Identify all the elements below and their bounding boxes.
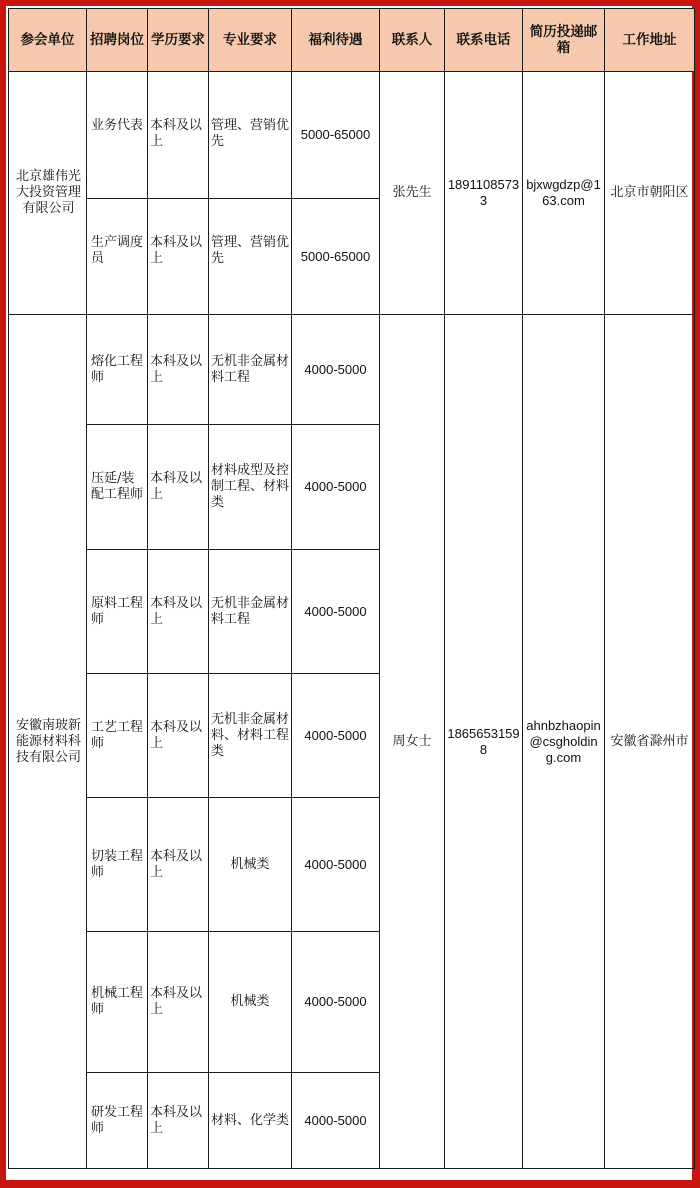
major-requirement: 管理、营销优先 bbox=[209, 199, 292, 315]
salary-value: 4000-5000 bbox=[292, 425, 380, 550]
header-phone: 联系电话 bbox=[445, 9, 523, 72]
position-title: 研发工程师 bbox=[87, 1073, 148, 1169]
education-requirement: 本科及以上 bbox=[148, 315, 209, 425]
major-requirement: 无机非金属材料工程 bbox=[209, 315, 292, 425]
position-title: 熔化工程师 bbox=[87, 315, 148, 425]
company-name: 北京雄伟光大投资管理有限公司 bbox=[9, 72, 87, 315]
salary-value: 4000-5000 bbox=[292, 1073, 380, 1169]
major-requirement: 无机非金属材料工程 bbox=[209, 550, 292, 674]
salary-value: 4000-5000 bbox=[292, 315, 380, 425]
header-company: 参会单位 bbox=[9, 9, 87, 72]
position-title: 业务代表 bbox=[87, 72, 148, 199]
education-requirement: 本科及以上 bbox=[148, 674, 209, 798]
position-title: 工艺工程师 bbox=[87, 674, 148, 798]
major-requirement: 机械类 bbox=[209, 798, 292, 932]
major-requirement: 无机非金属材料、材料工程类 bbox=[209, 674, 292, 798]
position-title: 生产调度员 bbox=[87, 199, 148, 315]
education-requirement: 本科及以上 bbox=[148, 72, 209, 199]
position-title: 机械工程师 bbox=[87, 932, 148, 1073]
contact-phone: 18656531598 bbox=[445, 315, 523, 1169]
resume-email: ahnbzhaopin@csgholding.com bbox=[523, 315, 605, 1169]
work-address: 安徽省滁州市 bbox=[605, 315, 695, 1169]
major-requirement: 机械类 bbox=[209, 932, 292, 1073]
salary-value: 4000-5000 bbox=[292, 674, 380, 798]
education-requirement: 本科及以上 bbox=[148, 425, 209, 550]
education-requirement: 本科及以上 bbox=[148, 550, 209, 674]
major-requirement: 管理、营销优先 bbox=[209, 72, 292, 199]
contact-phone: 18911085733 bbox=[445, 72, 523, 315]
recruitment-table bbox=[8, 8, 695, 1169]
education-requirement: 本科及以上 bbox=[148, 798, 209, 932]
header-row bbox=[9, 9, 695, 72]
contact-person: 周女士 bbox=[380, 315, 445, 1169]
table-row bbox=[9, 315, 695, 425]
header-major: 专业要求 bbox=[209, 9, 292, 72]
resume-email: bjxwgdzp@163.com bbox=[523, 72, 605, 315]
salary-value: 4000-5000 bbox=[292, 798, 380, 932]
header-email: 简历投递邮箱 bbox=[523, 9, 605, 72]
position-title: 压延/装配工程师 bbox=[87, 425, 148, 550]
header-education: 学历要求 bbox=[148, 9, 209, 72]
major-requirement: 材料、化学类 bbox=[209, 1073, 292, 1169]
header-position: 招聘岗位 bbox=[87, 9, 148, 72]
salary-value: 4000-5000 bbox=[292, 932, 380, 1073]
salary-value: 5000-65000 bbox=[292, 199, 380, 315]
position-title: 原料工程师 bbox=[87, 550, 148, 674]
recruitment-sheet bbox=[6, 6, 692, 1180]
education-requirement: 本科及以上 bbox=[148, 1073, 209, 1169]
salary-value: 5000-65000 bbox=[292, 72, 380, 199]
position-title: 切装工程师 bbox=[87, 798, 148, 932]
work-address: 北京市朝阳区 bbox=[605, 72, 695, 315]
header-address: 工作地址 bbox=[605, 9, 695, 72]
header-contact: 联系人 bbox=[380, 9, 445, 72]
major-requirement: 材料成型及控制工程、材料类 bbox=[209, 425, 292, 550]
salary-value: 4000-5000 bbox=[292, 550, 380, 674]
education-requirement: 本科及以上 bbox=[148, 932, 209, 1073]
company-name: 安徽南玻新能源材料科技有限公司 bbox=[9, 315, 87, 1169]
header-salary: 福利待遇 bbox=[292, 9, 380, 72]
table-row bbox=[9, 72, 695, 199]
contact-person: 张先生 bbox=[380, 72, 445, 315]
education-requirement: 本科及以上 bbox=[148, 199, 209, 315]
